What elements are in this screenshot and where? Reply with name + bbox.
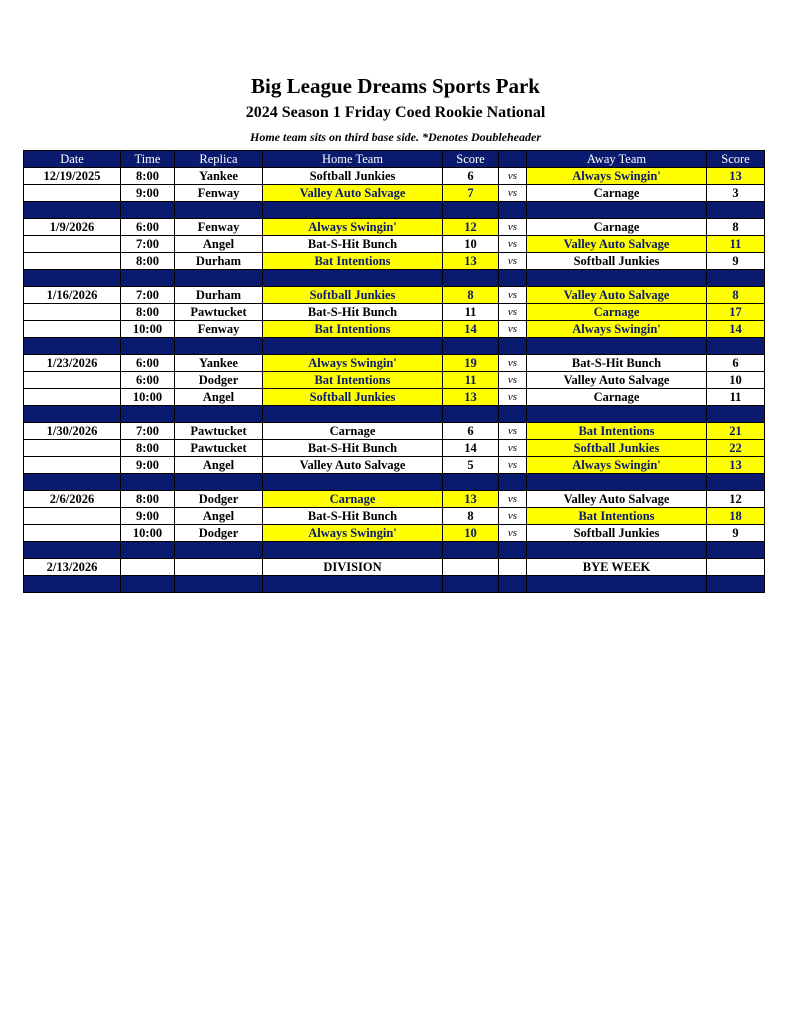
away-score-cell: 6 xyxy=(707,355,765,372)
away-team-cell: Valley Auto Salvage xyxy=(527,236,707,253)
home-score-cell: 13 xyxy=(443,253,499,270)
time-cell: 10:00 xyxy=(121,321,175,338)
separator-cell xyxy=(443,338,499,355)
time-cell: 10:00 xyxy=(121,525,175,542)
replica-cell: Yankee xyxy=(175,355,263,372)
away-score-cell: 11 xyxy=(707,389,765,406)
vs-cell: vs xyxy=(499,372,527,389)
game-row xyxy=(24,389,765,406)
vs-cell: vs xyxy=(499,491,527,508)
game-row xyxy=(24,287,765,304)
replica-cell: Durham xyxy=(175,287,263,304)
doubleheader-note: Home team sits on third base side. *Denotes Doubleheader xyxy=(250,130,541,144)
away-score-cell: 12 xyxy=(707,491,765,508)
away-team-cell: Softball Junkies xyxy=(527,525,707,542)
separator-cell xyxy=(175,576,263,593)
separator-cell xyxy=(443,474,499,491)
home-score-cell: 7 xyxy=(443,185,499,202)
home-score-cell: 8 xyxy=(443,287,499,304)
game-row xyxy=(24,304,765,321)
home-team-cell: Always Swingin' xyxy=(263,355,443,372)
date-cell xyxy=(24,525,121,542)
vs-cell: vs xyxy=(499,389,527,406)
time-cell: 7:00 xyxy=(121,423,175,440)
vs-cell: vs xyxy=(499,253,527,270)
home-score-cell: 14 xyxy=(443,440,499,457)
home-score-cell: 6 xyxy=(443,168,499,185)
schedule-table xyxy=(23,150,765,593)
time-cell: 6:00 xyxy=(121,355,175,372)
home-score-cell: 6 xyxy=(443,423,499,440)
vs-cell: vs xyxy=(499,457,527,474)
game-row xyxy=(24,457,765,474)
replica-cell: Angel xyxy=(175,236,263,253)
separator-cell xyxy=(527,474,707,491)
separator-cell xyxy=(527,542,707,559)
vs-cell: vs xyxy=(499,219,527,236)
time-cell xyxy=(121,559,175,576)
separator-cell xyxy=(707,576,765,593)
date-cell: 1/23/2026 xyxy=(24,355,121,372)
date-cell xyxy=(24,440,121,457)
home-team-cell: Bat-S-Hit Bunch xyxy=(263,236,443,253)
col-header-home-score: Score xyxy=(443,151,499,168)
separator-cell xyxy=(707,338,765,355)
away-team-cell: Carnage xyxy=(527,185,707,202)
separator-cell xyxy=(707,202,765,219)
home-team-cell: Softball Junkies xyxy=(263,389,443,406)
home-score-cell: 10 xyxy=(443,236,499,253)
separator-cell xyxy=(24,474,121,491)
vs-cell: vs xyxy=(499,185,527,202)
home-team-cell: Softball Junkies xyxy=(263,168,443,185)
away-score-cell: 13 xyxy=(707,457,765,474)
time-cell: 8:00 xyxy=(121,440,175,457)
time-cell: 8:00 xyxy=(121,168,175,185)
vs-cell: vs xyxy=(499,287,527,304)
away-team-cell: Softball Junkies xyxy=(527,253,707,270)
separator-cell xyxy=(707,542,765,559)
away-team-cell: Bat Intentions xyxy=(527,423,707,440)
separator-cell xyxy=(527,576,707,593)
col-header-home-team: Home Team xyxy=(263,151,443,168)
separator-cell xyxy=(707,406,765,423)
replica-cell: Dodger xyxy=(175,525,263,542)
vs-cell xyxy=(499,559,527,576)
home-team-cell: Bat Intentions xyxy=(263,321,443,338)
week-separator-row xyxy=(24,406,765,423)
time-cell: 6:00 xyxy=(121,372,175,389)
home-team-cell: DIVISION xyxy=(263,559,443,576)
separator-cell xyxy=(121,202,175,219)
away-team-cell: Carnage xyxy=(527,304,707,321)
separator-cell xyxy=(527,338,707,355)
away-team-cell: Softball Junkies xyxy=(527,440,707,457)
col-header-date: Date xyxy=(24,151,121,168)
separator-cell xyxy=(443,270,499,287)
home-score-cell: 11 xyxy=(443,304,499,321)
game-row xyxy=(24,219,765,236)
separator-cell xyxy=(175,542,263,559)
time-cell: 8:00 xyxy=(121,253,175,270)
home-team-cell: Carnage xyxy=(263,491,443,508)
replica-cell: Durham xyxy=(175,253,263,270)
away-score-cell: 22 xyxy=(707,440,765,457)
week-separator-row xyxy=(24,542,765,559)
home-score-cell: 10 xyxy=(443,525,499,542)
week-separator-row xyxy=(24,576,765,593)
separator-cell xyxy=(263,406,443,423)
separator-cell xyxy=(263,576,443,593)
separator-cell xyxy=(175,202,263,219)
home-score-cell: 11 xyxy=(443,372,499,389)
home-team-cell: Always Swingin' xyxy=(263,525,443,542)
home-score-cell: 14 xyxy=(443,321,499,338)
page-subtitle: 2024 Season 1 Friday Coed Rookie National xyxy=(245,104,546,121)
separator-cell xyxy=(527,270,707,287)
away-score-cell xyxy=(707,559,765,576)
separator-cell xyxy=(121,270,175,287)
time-cell: 6:00 xyxy=(121,219,175,236)
time-cell: 9:00 xyxy=(121,185,175,202)
away-score-cell: 8 xyxy=(707,219,765,236)
separator-cell xyxy=(499,576,527,593)
replica-cell: Angel xyxy=(175,508,263,525)
away-team-cell: Always Swingin' xyxy=(527,168,707,185)
time-cell: 9:00 xyxy=(121,508,175,525)
game-row xyxy=(24,372,765,389)
date-cell xyxy=(24,389,121,406)
separator-cell xyxy=(24,202,121,219)
date-cell xyxy=(24,185,121,202)
home-score-cell: 5 xyxy=(443,457,499,474)
separator-cell xyxy=(499,542,527,559)
game-row xyxy=(24,491,765,508)
away-team-cell: Always Swingin' xyxy=(527,457,707,474)
date-cell: 2/13/2026 xyxy=(24,559,121,576)
separator-cell xyxy=(263,474,443,491)
separator-cell xyxy=(527,202,707,219)
week-separator-row xyxy=(24,338,765,355)
separator-cell xyxy=(24,270,121,287)
separator-cell xyxy=(24,338,121,355)
separator-cell xyxy=(175,338,263,355)
away-score-cell: 21 xyxy=(707,423,765,440)
date-cell: 1/16/2026 xyxy=(24,287,121,304)
date-cell xyxy=(24,457,121,474)
separator-cell xyxy=(24,576,121,593)
replica-cell: Pawtucket xyxy=(175,440,263,457)
game-row xyxy=(24,355,765,372)
separator-cell xyxy=(121,406,175,423)
away-score-cell: 9 xyxy=(707,253,765,270)
away-score-cell: 8 xyxy=(707,287,765,304)
date-cell: 1/9/2026 xyxy=(24,219,121,236)
away-score-cell: 3 xyxy=(707,185,765,202)
separator-cell xyxy=(443,542,499,559)
col-header-away-score: Score xyxy=(707,151,765,168)
separator-cell xyxy=(263,270,443,287)
game-row xyxy=(24,168,765,185)
home-team-cell: Valley Auto Salvage xyxy=(263,185,443,202)
away-team-cell: Valley Auto Salvage xyxy=(527,287,707,304)
separator-cell xyxy=(24,406,121,423)
away-team-cell: BYE WEEK xyxy=(527,559,707,576)
away-team-cell: Always Swingin' xyxy=(527,321,707,338)
vs-cell: vs xyxy=(499,525,527,542)
separator-cell xyxy=(707,270,765,287)
vs-cell: vs xyxy=(499,423,527,440)
game-row xyxy=(24,236,765,253)
separator-cell xyxy=(263,542,443,559)
time-cell: 7:00 xyxy=(121,287,175,304)
replica-cell: Dodger xyxy=(175,491,263,508)
time-cell: 8:00 xyxy=(121,491,175,508)
home-score-cell: 12 xyxy=(443,219,499,236)
col-header-away-team: Away Team xyxy=(527,151,707,168)
vs-cell: vs xyxy=(499,508,527,525)
game-row xyxy=(24,440,765,457)
away-team-cell: Valley Auto Salvage xyxy=(527,372,707,389)
separator-cell xyxy=(175,270,263,287)
replica-cell: Fenway xyxy=(175,185,263,202)
week-separator-row xyxy=(24,202,765,219)
date-cell xyxy=(24,321,121,338)
replica-cell: Yankee xyxy=(175,168,263,185)
separator-cell xyxy=(443,202,499,219)
col-header-vs xyxy=(499,151,527,168)
home-score-cell: 13 xyxy=(443,491,499,508)
separator-cell xyxy=(121,576,175,593)
replica-cell: Fenway xyxy=(175,321,263,338)
date-cell: 12/19/2025 xyxy=(24,168,121,185)
separator-cell xyxy=(121,338,175,355)
home-team-cell: Bat Intentions xyxy=(263,372,443,389)
date-cell: 2/6/2026 xyxy=(24,491,121,508)
separator-cell xyxy=(707,474,765,491)
page-title: Big League Dreams Sports Park xyxy=(251,74,540,98)
away-score-cell: 18 xyxy=(707,508,765,525)
away-team-cell: Carnage xyxy=(527,389,707,406)
game-row xyxy=(24,559,765,576)
home-score-cell: 19 xyxy=(443,355,499,372)
home-score-cell: 8 xyxy=(443,508,499,525)
home-team-cell: Softball Junkies xyxy=(263,287,443,304)
separator-cell xyxy=(263,202,443,219)
home-team-cell: Valley Auto Salvage xyxy=(263,457,443,474)
game-row xyxy=(24,253,765,270)
time-cell: 9:00 xyxy=(121,457,175,474)
away-team-cell: Carnage xyxy=(527,219,707,236)
replica-cell: Fenway xyxy=(175,219,263,236)
away-score-cell: 9 xyxy=(707,525,765,542)
vs-cell: vs xyxy=(499,236,527,253)
replica-cell xyxy=(175,559,263,576)
game-row xyxy=(24,423,765,440)
separator-cell xyxy=(499,338,527,355)
header-row xyxy=(24,151,765,168)
separator-cell xyxy=(499,474,527,491)
away-team-cell: Valley Auto Salvage xyxy=(527,491,707,508)
vs-cell: vs xyxy=(499,304,527,321)
replica-cell: Angel xyxy=(175,389,263,406)
date-cell: 1/30/2026 xyxy=(24,423,121,440)
date-cell xyxy=(24,253,121,270)
time-cell: 10:00 xyxy=(121,389,175,406)
away-score-cell: 17 xyxy=(707,304,765,321)
week-separator-row xyxy=(24,474,765,491)
replica-cell: Pawtucket xyxy=(175,423,263,440)
home-team-cell: Bat Intentions xyxy=(263,253,443,270)
separator-cell xyxy=(499,406,527,423)
game-row xyxy=(24,185,765,202)
schedule-body xyxy=(24,168,765,593)
separator-cell xyxy=(175,474,263,491)
col-header-replica: Replica xyxy=(175,151,263,168)
date-cell xyxy=(24,372,121,389)
away-score-cell: 14 xyxy=(707,321,765,338)
game-row xyxy=(24,508,765,525)
home-team-cell: Always Swingin' xyxy=(263,219,443,236)
home-team-cell: Bat-S-Hit Bunch xyxy=(263,440,443,457)
vs-cell: vs xyxy=(499,440,527,457)
replica-cell: Dodger xyxy=(175,372,263,389)
game-row xyxy=(24,321,765,338)
away-team-cell: Bat Intentions xyxy=(527,508,707,525)
separator-cell xyxy=(121,542,175,559)
separator-cell xyxy=(121,474,175,491)
separator-cell xyxy=(499,202,527,219)
home-team-cell: Carnage xyxy=(263,423,443,440)
col-header-time: Time xyxy=(121,151,175,168)
date-cell xyxy=(24,304,121,321)
time-cell: 7:00 xyxy=(121,236,175,253)
replica-cell: Pawtucket xyxy=(175,304,263,321)
separator-cell xyxy=(443,406,499,423)
week-separator-row xyxy=(24,270,765,287)
vs-cell: vs xyxy=(499,321,527,338)
separator-cell xyxy=(499,270,527,287)
separator-cell xyxy=(263,338,443,355)
game-row xyxy=(24,525,765,542)
vs-cell: vs xyxy=(499,355,527,372)
separator-cell xyxy=(175,406,263,423)
separator-cell xyxy=(527,406,707,423)
away-score-cell: 13 xyxy=(707,168,765,185)
away-team-cell: Bat-S-Hit Bunch xyxy=(527,355,707,372)
home-score-cell: 13 xyxy=(443,389,499,406)
separator-cell xyxy=(443,576,499,593)
vs-cell: vs xyxy=(499,168,527,185)
away-score-cell: 11 xyxy=(707,236,765,253)
time-cell: 8:00 xyxy=(121,304,175,321)
home-team-cell: Bat-S-Hit Bunch xyxy=(263,304,443,321)
home-score-cell xyxy=(443,559,499,576)
date-cell xyxy=(24,236,121,253)
separator-cell xyxy=(24,542,121,559)
away-score-cell: 10 xyxy=(707,372,765,389)
home-team-cell: Bat-S-Hit Bunch xyxy=(263,508,443,525)
replica-cell: Angel xyxy=(175,457,263,474)
date-cell xyxy=(24,508,121,525)
